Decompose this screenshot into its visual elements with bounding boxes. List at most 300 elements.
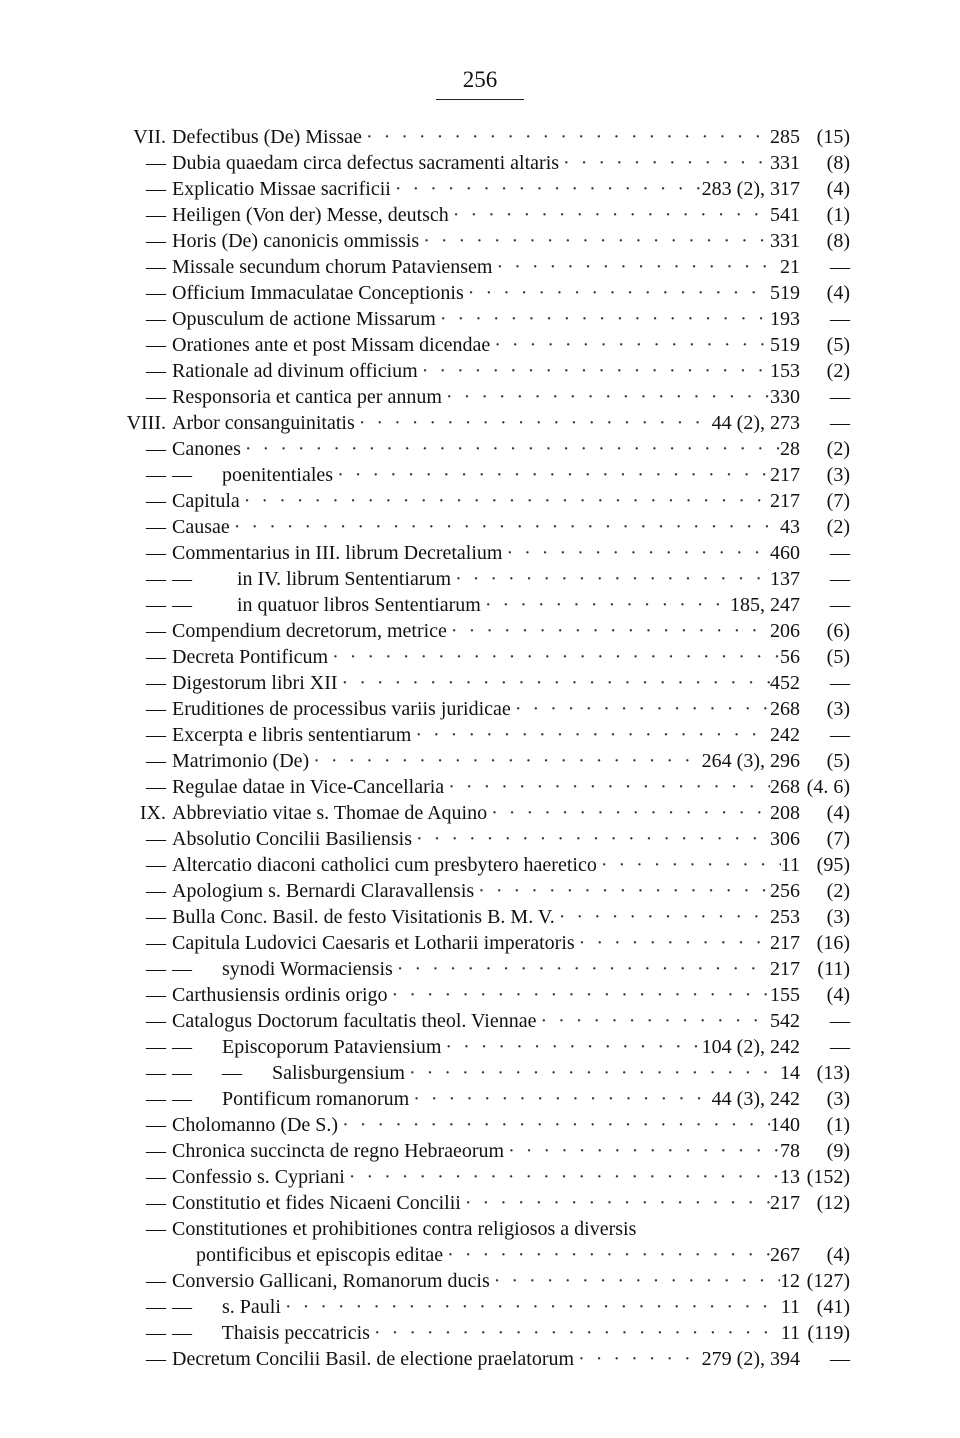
entry-section: — <box>146 724 166 746</box>
entry-reference: — <box>830 724 850 746</box>
dot-leader <box>436 306 770 332</box>
dot-leader <box>490 1268 780 1294</box>
entry-reference: (4) <box>826 1244 850 1266</box>
entry-title: Regulae datae in Vice-Cancellaria <box>172 776 445 798</box>
dot-leader <box>388 982 770 1008</box>
entry-reference: (6) <box>826 620 850 642</box>
index-entry <box>0 956 960 982</box>
entry-reference: (119) <box>807 1322 850 1344</box>
index-entry <box>0 826 960 852</box>
entry-section: — <box>146 178 166 200</box>
entry-section: — <box>146 386 166 408</box>
entry-title: Apologium s. Bernardi Claravallensis <box>172 880 475 902</box>
entry-title: Capitula <box>172 490 240 512</box>
index-entry <box>0 1164 960 1190</box>
dot-leader <box>487 800 770 826</box>
entry-pages: 542 <box>770 1010 800 1032</box>
entry-section: — <box>146 1062 166 1084</box>
entry-section: — <box>146 360 166 382</box>
entry-title: Dubia quaedam circa defectus sacramenti altaris <box>172 152 560 174</box>
entry-pages: 208 <box>770 802 800 824</box>
entry-pages: 217 <box>770 932 800 954</box>
entry-section: — <box>146 698 166 720</box>
entry-section: — <box>146 542 166 564</box>
entry-section: — <box>146 152 166 174</box>
index-entry <box>0 1086 960 1112</box>
dot-leader <box>555 904 770 930</box>
entry-pages: 11 <box>780 854 800 876</box>
entry-section: VIII. <box>126 412 166 434</box>
entry-reference: (4) <box>826 282 850 304</box>
dot-leader <box>241 436 780 462</box>
dot-leader <box>597 852 781 878</box>
entry-section: — <box>146 854 166 876</box>
entry-title: Digestorum libri XII <box>172 672 338 694</box>
entry-line <box>172 1268 800 1294</box>
entry-pages: 331 <box>770 230 800 252</box>
index-entry <box>0 124 960 150</box>
index-entry <box>0 514 960 540</box>
entry-line <box>172 878 800 904</box>
dot-leader <box>574 1346 702 1372</box>
entry-reference: (2) <box>826 516 850 538</box>
entry-line <box>172 1190 800 1216</box>
entry-pages: 268 <box>770 698 800 720</box>
entry-pages: 452 <box>770 672 800 694</box>
dot-leader <box>333 462 770 488</box>
entry-pages: 185, 247 <box>730 594 800 616</box>
entry-line <box>172 150 800 176</box>
entry-line <box>172 592 800 618</box>
index-entry <box>0 930 960 956</box>
entry-line <box>172 1008 800 1034</box>
entry-reference: (41) <box>816 1296 850 1318</box>
entry-line <box>172 774 800 800</box>
entry-section: VII. <box>133 126 166 148</box>
entry-pages: 460 <box>770 542 800 564</box>
entry-title: pontificibus et episcopis editae <box>196 1244 444 1266</box>
entry-title: Carthusiensis ordinis origo <box>172 984 388 1006</box>
index-entry <box>0 852 960 878</box>
entry-pages: 206 <box>770 620 800 642</box>
entry-title: Orationes ante et post Missam dicendae <box>172 334 491 356</box>
entry-title: Decreta Pontificum <box>172 646 329 668</box>
entry-reference: (8) <box>826 230 850 252</box>
entry-title: Defectibus (De) Missae <box>172 126 362 148</box>
index-entry <box>0 800 960 826</box>
entry-pages: 217 <box>770 1192 800 1214</box>
entry-line <box>172 540 800 566</box>
dot-leader <box>419 228 770 254</box>
entry-reference: (4) <box>826 178 850 200</box>
entry-pages: 11 <box>780 1296 800 1318</box>
entry-title: Responsoria et cantica per annum <box>172 386 442 408</box>
index-entry <box>0 410 960 436</box>
entry-title: — Thaisis peccatricis <box>172 1322 370 1344</box>
entry-section: — <box>146 230 166 252</box>
entry-pages: 330 <box>770 386 800 408</box>
index-entry <box>0 722 960 748</box>
entry-line <box>172 254 800 280</box>
index-entry <box>0 1242 960 1268</box>
entry-reference: (1) <box>826 204 850 226</box>
entry-pages: 264 (3), 296 <box>701 750 800 772</box>
entry-reference: — <box>830 412 850 434</box>
entry-pages: 256 <box>770 880 800 902</box>
entry-line <box>172 800 800 826</box>
dot-leader <box>345 1164 780 1190</box>
dot-leader <box>441 1034 701 1060</box>
entry-title: Abbreviatio vitae s. Thomae de Aquino <box>172 802 488 824</box>
entry-pages: 13 <box>780 1166 800 1188</box>
entry-title: Rationale ad divinum officium <box>172 360 418 382</box>
entry-line <box>172 644 800 670</box>
entry-pages: 217 <box>770 464 800 486</box>
entry-line <box>172 1034 800 1060</box>
dot-leader <box>309 748 701 774</box>
dot-leader <box>362 124 770 150</box>
entry-line <box>172 566 800 592</box>
dot-leader <box>575 930 770 956</box>
dot-leader <box>536 1008 770 1034</box>
entry-section: — <box>146 1192 166 1214</box>
entry-line <box>172 488 800 514</box>
entry-reference: (152) <box>806 1166 850 1188</box>
entry-line <box>172 202 800 228</box>
entry-pages: 137 <box>770 568 800 590</box>
dot-leader <box>412 826 770 852</box>
entry-title: Cholomanno (De S.) <box>172 1114 339 1136</box>
dot-leader <box>411 722 770 748</box>
entry-title: Compendium decretorum, metrice <box>172 620 447 642</box>
entry-pages: 285 <box>770 126 800 148</box>
entry-section: — <box>146 1088 166 1110</box>
entry-reference: — <box>830 1036 850 1058</box>
entry-reference: (7) <box>826 828 850 850</box>
entry-reference: (3) <box>826 906 850 928</box>
entry-pages: 217 <box>770 490 800 512</box>
entry-line <box>172 1086 800 1112</box>
entry-line <box>172 514 800 540</box>
entry-section: — <box>146 282 166 304</box>
dot-leader <box>418 358 770 384</box>
index-entry <box>0 280 960 306</box>
entry-section: IX. <box>139 802 166 824</box>
entry-section: — <box>146 958 166 980</box>
entry-line <box>172 176 800 202</box>
entry-line <box>172 956 800 982</box>
entry-reference: (11) <box>817 958 850 980</box>
entry-line <box>172 280 800 306</box>
entry-section: — <box>146 1322 166 1344</box>
entry-line <box>172 618 800 644</box>
entry-reference: (4) <box>826 984 850 1006</box>
entry-line <box>172 748 800 774</box>
index-entry <box>0 1060 960 1086</box>
entry-reference: (2) <box>826 880 850 902</box>
dot-leader <box>405 1060 780 1086</box>
dot-leader <box>443 1242 770 1268</box>
entry-title: Catalogus Doctorum facultatis theol. Viennae <box>172 1010 537 1032</box>
entry-line <box>172 696 800 722</box>
entry-section: — <box>146 620 166 642</box>
entry-pages: 306 <box>770 828 800 850</box>
index-entry <box>0 384 960 410</box>
entry-pages: 140 <box>770 1114 800 1136</box>
entry-section: — <box>146 1114 166 1136</box>
entry-title: Confessio s. Cypriani <box>172 1166 345 1188</box>
entry-line <box>172 228 800 254</box>
index-entry <box>0 306 960 332</box>
index-entry <box>0 1034 960 1060</box>
entry-section: — <box>146 672 166 694</box>
entry-reference: — <box>830 256 850 278</box>
entry-reference: — <box>830 386 850 408</box>
index-entry <box>0 1138 960 1164</box>
dot-leader <box>240 488 770 514</box>
entry-pages: 11 <box>780 1322 800 1344</box>
dot-leader <box>281 1294 781 1320</box>
dot-leader <box>370 1320 781 1346</box>
entry-title: Opusculum de actione Missarum <box>172 308 436 330</box>
index-entry <box>0 462 960 488</box>
index-entry <box>0 1320 960 1346</box>
entry-pages: 217 <box>770 958 800 980</box>
index-entry <box>0 696 960 722</box>
entry-line <box>172 826 800 852</box>
dot-leader <box>451 566 770 592</box>
entry-pages: 155 <box>770 984 800 1006</box>
entry-title: Eruditiones de processibus variis juridicae <box>172 698 511 720</box>
dot-leader <box>409 1086 711 1112</box>
entry-pages: 21 <box>780 256 800 278</box>
entry-title: Causae <box>172 516 230 538</box>
entry-line <box>172 852 800 878</box>
entry-section: — <box>146 984 166 1006</box>
dot-leader <box>461 1190 770 1216</box>
dot-leader <box>474 878 770 904</box>
dot-leader <box>559 150 770 176</box>
index-entry <box>0 1112 960 1138</box>
entry-title: — in quatuor libros Sententiarum <box>172 594 481 616</box>
entry-reference: — <box>830 1010 850 1032</box>
entry-line <box>172 1060 800 1086</box>
dot-leader <box>328 644 780 670</box>
entry-pages: 104 (2), 242 <box>701 1036 800 1058</box>
entry-section: — <box>146 646 166 668</box>
entry-reference: — <box>830 308 850 330</box>
entry-title: Capitula Ludovici Caesaris et Lotharii imperatoris <box>172 932 575 954</box>
entry-reference: (95) <box>816 854 850 876</box>
entry-line <box>172 904 800 930</box>
entry-section: — <box>146 1296 166 1318</box>
entry-title: Horis (De) canonicis ommissis <box>172 230 420 252</box>
entry-title: Constitutio et fides Nicaeni Concilii <box>172 1192 461 1214</box>
dot-leader <box>449 202 770 228</box>
index-entry <box>0 904 960 930</box>
index-entry <box>0 1190 960 1216</box>
entry-reference: (3) <box>826 464 850 486</box>
dot-leader <box>338 670 770 696</box>
entry-title: Missale secundum chorum Pataviensem <box>172 256 493 278</box>
index-entry <box>0 150 960 176</box>
entry-section: — <box>146 1010 166 1032</box>
entry-section: — <box>146 906 166 928</box>
index-entry <box>0 1268 960 1294</box>
entry-line <box>172 1164 800 1190</box>
entry-reference: (127) <box>806 1270 850 1292</box>
entry-reference: (15) <box>816 126 850 148</box>
entry-title: — synodi Wormaciensis <box>172 958 393 980</box>
entry-reference: — <box>830 568 850 590</box>
entry-pages: 44 (2), 273 <box>711 412 800 434</box>
index-entry <box>0 1216 960 1242</box>
entry-line <box>172 462 800 488</box>
dot-leader <box>444 774 770 800</box>
entry-section: — <box>146 776 166 798</box>
entry-reference: (4. 6) <box>806 776 850 798</box>
entry-section: — <box>146 750 166 772</box>
index-entry <box>0 618 960 644</box>
entry-title: Matrimonio (De) <box>172 750 310 772</box>
entry-pages: 44 (3), 242 <box>711 1088 800 1110</box>
entry-section: — <box>146 1166 166 1188</box>
index-entries <box>0 124 960 1372</box>
entry-title: Arbor consanguinitatis <box>172 412 355 434</box>
entry-pages: 519 <box>770 334 800 356</box>
entry-line <box>172 1138 800 1164</box>
entry-section: — <box>146 828 166 850</box>
entry-section: — <box>146 1140 166 1162</box>
entry-pages: 14 <box>780 1062 800 1084</box>
entry-pages: 12 <box>780 1270 800 1292</box>
entry-section: — <box>146 204 166 226</box>
entry-title: Absolutio Concilii Basiliensis <box>172 828 413 850</box>
entry-line <box>172 1294 800 1320</box>
entry-section: — <box>146 1348 166 1370</box>
index-entry <box>0 228 960 254</box>
entry-title: Constitutiones et prohibitiones contra religiosos a diversis <box>172 1218 637 1240</box>
entry-line <box>172 930 800 956</box>
entry-pages: 279 (2), 394 <box>701 1348 800 1370</box>
entry-title: — in IV. librum Sententiarum <box>172 568 452 590</box>
dot-leader <box>447 618 770 644</box>
dot-leader <box>493 254 781 280</box>
dot-leader <box>355 410 712 436</box>
entry-title: — — Salisburgensium <box>172 1062 405 1084</box>
entry-pages: 153 <box>770 360 800 382</box>
dot-leader <box>511 696 770 722</box>
entry-section: — <box>146 880 166 902</box>
entry-line <box>172 410 800 436</box>
index-entry <box>0 1294 960 1320</box>
index-entry <box>0 670 960 696</box>
entry-reference: (5) <box>826 750 850 772</box>
index-entry <box>0 254 960 280</box>
entry-pages: 56 <box>780 646 800 668</box>
index-entry <box>0 332 960 358</box>
entry-title: — Episcoporum Pataviensium <box>172 1036 442 1058</box>
entry-reference: (2) <box>826 438 850 460</box>
entry-line <box>172 1320 800 1346</box>
entry-line <box>172 436 800 462</box>
index-entry <box>0 540 960 566</box>
entry-section: — <box>146 1036 166 1058</box>
entry-section: — <box>146 464 166 486</box>
entry-pages: 242 <box>770 724 800 746</box>
dot-leader <box>393 956 770 982</box>
entry-pages: 43 <box>780 516 800 538</box>
entry-reference: — <box>830 542 850 564</box>
entry-pages: 331 <box>770 152 800 174</box>
index-entry <box>0 592 960 618</box>
entry-pages: 283 (2), 317 <box>701 178 800 200</box>
entry-title: — s. Pauli <box>172 1296 281 1318</box>
dot-leader <box>504 1138 780 1164</box>
entry-section: — <box>146 438 166 460</box>
entry-title: — poenitentiales <box>172 464 334 486</box>
entry-reference: (13) <box>816 1062 850 1084</box>
entry-title: Altercatio diaconi catholici cum presbytero haeretico <box>172 854 597 876</box>
entry-pages: 267 <box>770 1244 800 1266</box>
dot-leader <box>442 384 770 410</box>
index-entry <box>0 774 960 800</box>
entry-line <box>172 1112 800 1138</box>
entry-line <box>172 670 800 696</box>
entry-section: — <box>146 1270 166 1292</box>
entry-line <box>172 358 800 384</box>
entry-section: — <box>146 334 166 356</box>
entry-line <box>172 332 800 358</box>
entry-section: — <box>146 1218 166 1240</box>
entry-section: — <box>146 568 166 590</box>
entry-line <box>196 1242 800 1268</box>
entry-reference: (16) <box>816 932 850 954</box>
entry-pages: 193 <box>770 308 800 330</box>
dot-leader <box>230 514 780 540</box>
entry-pages: 253 <box>770 906 800 928</box>
dot-leader <box>464 280 770 306</box>
entry-pages: 28 <box>780 438 800 460</box>
index-entry <box>0 488 960 514</box>
entry-pages: 519 <box>770 282 800 304</box>
entry-reference: — <box>830 1348 850 1370</box>
entry-section: — <box>146 516 166 538</box>
entry-reference: (9) <box>826 1140 850 1162</box>
entry-title: Excerpta e libris sententiarum <box>172 724 412 746</box>
dot-leader <box>338 1112 770 1138</box>
entry-title: Decretum Concilii Basil. de electione praelatorum <box>172 1348 575 1370</box>
entry-title: Bulla Conc. Basil. de festo Visitationis B. M. V. <box>172 906 555 928</box>
entry-reference: (2) <box>826 360 850 382</box>
index-entry <box>0 878 960 904</box>
entry-section: — <box>146 490 166 512</box>
entry-section: — <box>146 594 166 616</box>
index-entry <box>0 644 960 670</box>
entry-title: Conversio Gallicani, Romanorum ducis <box>172 1270 490 1292</box>
entry-title: Chronica succincta de regno Hebraeorum <box>172 1140 505 1162</box>
entry-reference: — <box>830 594 850 616</box>
index-entry <box>0 1346 960 1372</box>
index-entry <box>0 358 960 384</box>
entry-line <box>172 1346 800 1372</box>
entry-line <box>172 384 800 410</box>
dot-leader <box>502 540 770 566</box>
entry-pages: 268 <box>770 776 800 798</box>
entry-title: Explicatio Missae sacrificii <box>172 178 391 200</box>
entry-line <box>172 982 800 1008</box>
page-number-rule <box>436 99 524 100</box>
